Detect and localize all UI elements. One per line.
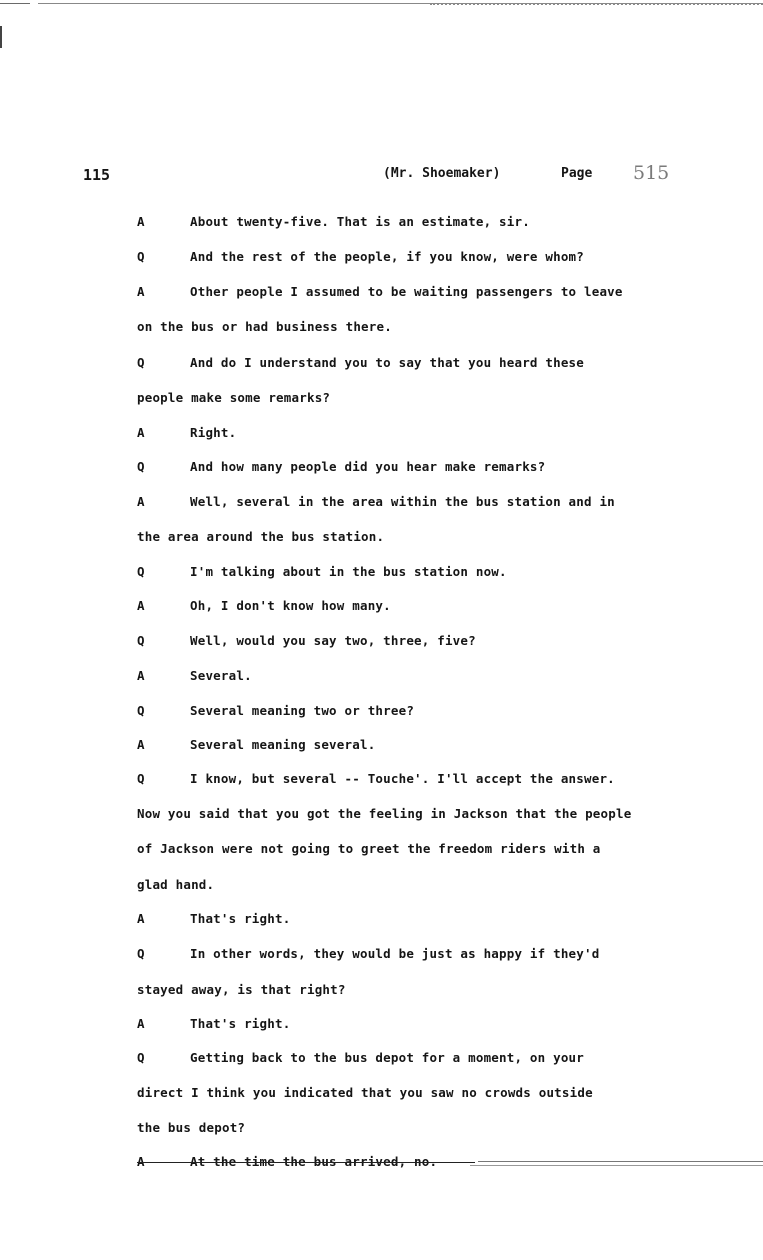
line-text: Other people I assumed to be waiting passengers to leave [190,284,623,299]
top-rule [0,3,30,4]
line-text: Several. [190,668,252,683]
line-text: Well, would you say two, three, five? [190,633,476,648]
line-text: And how many people did you hear make remarks? [190,459,546,474]
speaker-marker: Q [137,703,145,718]
margin-mark [0,26,2,48]
speaker-marker: A [137,1154,145,1169]
line-text: direct I think you indicated that you saw no crowds outside [137,1085,593,1100]
speaker-marker: Q [137,633,145,648]
line-text: At the time the bus arrived, no. [190,1154,438,1169]
line-text: glad hand. [137,877,215,892]
line-text: of Jackson were not going to greet the freedom riders with a [137,841,601,856]
line-text: In other words, they would be just as happy if they'd [190,946,600,961]
speaker-marker: A [137,1016,145,1031]
speaker-marker: Q [137,459,145,474]
speaker-marker: A [137,284,145,299]
transcript-line-number: 115 [83,166,111,184]
speaker-marker: A [137,668,145,683]
line-text: Well, several in the area within the bus station and in [190,494,615,509]
speaker-marker: Q [137,249,145,264]
line-text: on the bus or had business there. [137,319,392,334]
line-text: Now you said that you got the feeling in Jackson that the people [137,806,632,821]
line-text: Several meaning two or three? [190,703,415,718]
line-text: the bus depot? [137,1120,246,1135]
line-text: And the rest of the people, if you know, were whom? [190,249,585,264]
speaker-marker: Q [137,355,145,370]
page-label: Page [561,166,593,181]
bottom-rule [478,1161,763,1162]
line-text: Right. [190,425,237,440]
top-dotted-border [430,0,763,5]
speaker-marker: A [137,425,145,440]
line-text: I'm talking about in the bus station now. [190,564,507,579]
page-number: 515 [633,162,670,184]
line-text: people make some remarks? [137,390,331,405]
line-text: stayed away, is that right? [137,982,346,997]
line-text: And do I understand you to say that you heard these [190,355,585,370]
line-text: About twenty-five. That is an estimate, sir. [190,214,530,229]
speaker-marker: Q [137,564,145,579]
line-text: Getting back to the bus depot for a moment, on your [190,1050,585,1065]
speaker-marker: A [137,911,145,926]
speaker-marker: A [137,737,145,752]
line-text: I know, but several -- Touche'. I'll accept the answer. [190,771,615,786]
line-text: the area around the bus station. [137,529,385,544]
bottom-rule [470,1165,763,1166]
speaker-marker: Q [137,946,145,961]
line-text: That's right. [190,911,291,926]
line-text: Oh, I don't know how many. [190,598,391,613]
speaker-heading: (Mr. Shoemaker) [383,166,501,181]
speaker-marker: A [137,214,145,229]
line-text: That's right. [190,1016,291,1031]
line-text: Several meaning several. [190,737,376,752]
speaker-marker: A [137,598,145,613]
speaker-marker: Q [137,771,145,786]
speaker-marker: Q [137,1050,145,1065]
speaker-marker: A [137,494,145,509]
